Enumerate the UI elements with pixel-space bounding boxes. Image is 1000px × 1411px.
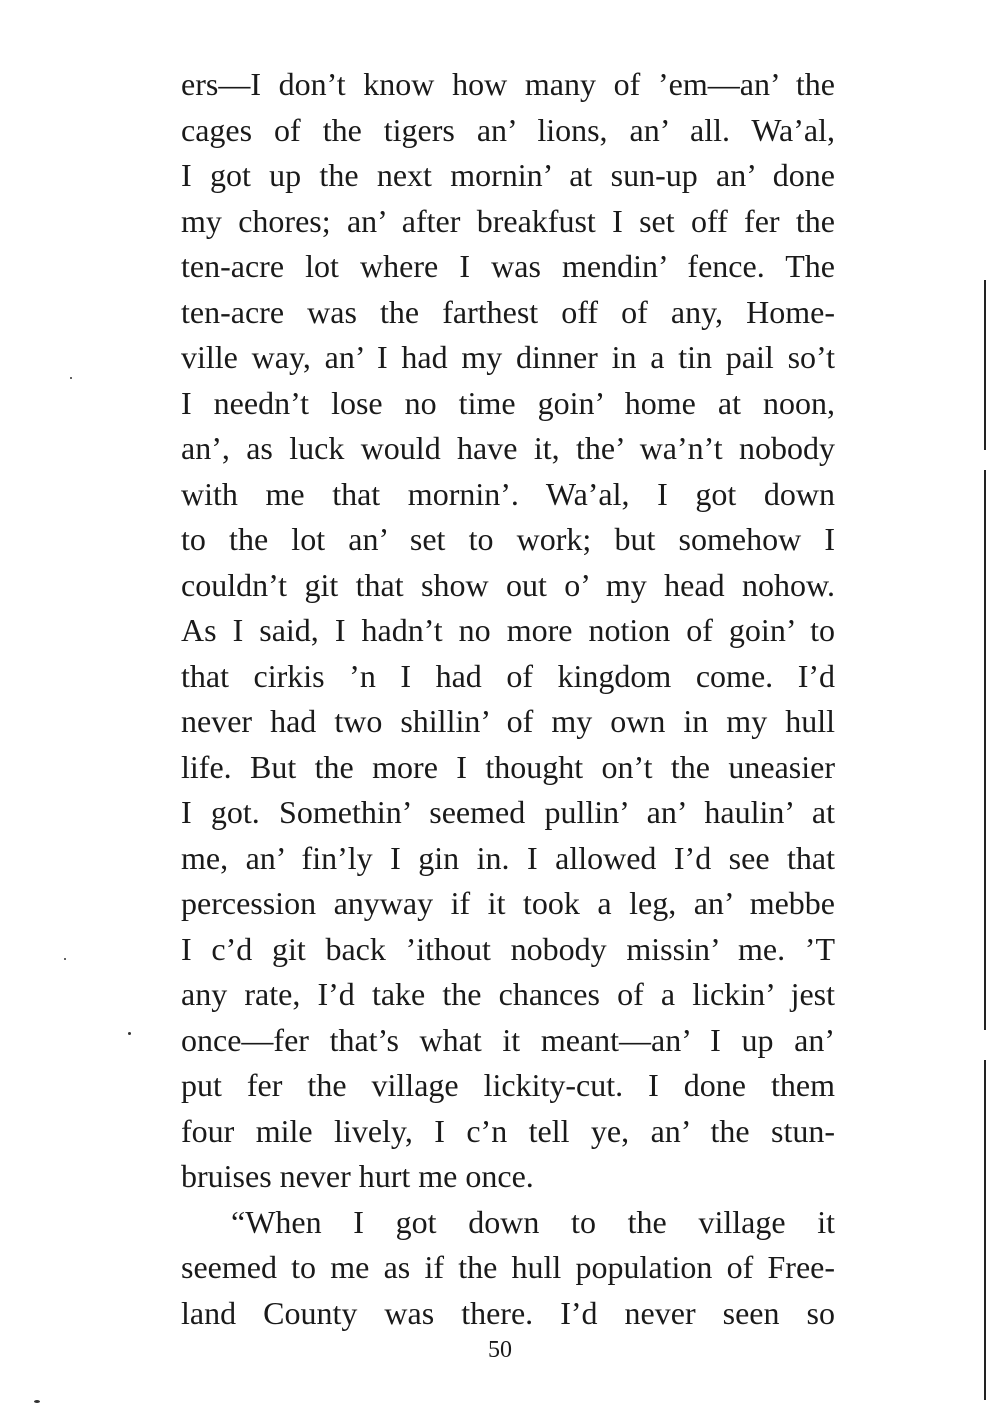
text-line: ville way, an’ I had my dinner in a tin pail so’t [181,339,835,375]
scan-edge-mark [984,280,986,450]
text-line: ten-acre was the farthest off of any, Home- [181,293,835,330]
text-line: me, an’ fin’ly I gin in. I allowed I’d see that [181,839,835,876]
text-line: couldn’t git that show out o’ my head nohow. [181,566,835,603]
scan-speck [70,377,72,379]
text-line: I got up the next mornin’ at sun-up an’ done [181,157,835,193]
scan-edge-mark [984,470,986,1030]
text-line: land County was there. I’d never seen so [181,1294,835,1331]
text-line: four mile lively, I c’n tell ye, an’ the stun- [181,1112,835,1149]
paragraph-end-line: bruises never hurt me once. [181,1158,534,1194]
scan-edge-mark [984,1060,986,1400]
text-line: any rate, I’d take the chances of a lickin’ jest [181,976,835,1012]
scan-speck [64,958,66,960]
text-line: As I said, I hadn’t no more notion of goin’ to [181,612,835,648]
text-line: cages of the tigers an’ lions, an’ all. Wa’al, [181,111,835,148]
text-line: percession anyway if it took a leg, an’ mebbe [181,885,835,921]
text-line: once—fer that’s what it meant—an’ I up an’ [181,1021,835,1058]
text-line: ers—I don’t know how many of ’em—an’ the [181,66,835,102]
text-line: with me that mornin’. Wa’al, I got down [181,475,835,512]
text-line: never had two shillin’ of my own in my hull [181,703,835,739]
scan-speck [34,1400,40,1403]
text-line: put fer the village lickity-cut. I done them [181,1067,835,1103]
text-line: seemed to me as if the hull population of Free- [181,1249,835,1285]
body-text [181,62,835,1336]
text-line: to the lot an’ set to work; but somehow I [181,521,835,557]
text-line: life. But the more I thought on’t the uneasier [181,748,835,785]
text-line: I needn’t lose no time goin’ home at noon, [181,384,835,421]
text-line: my chores; an’ after breakfust I set off fer the [181,202,835,239]
text-line: that cirkis ’n I had of kingdom come. I’d [181,657,835,694]
paragraph-start-line: “When I got down to the village it [231,1203,835,1240]
page-number: 50 [488,1337,512,1363]
text-line: an’, as luck would have it, the’ wa’n’t nobody [181,430,835,466]
text-line: I got. Somethin’ seemed pullin’ an’ haulin’ at [181,794,835,830]
text-line: ten-acre lot where I was mendin’ fence. The [181,248,835,284]
scan-speck [128,1032,131,1035]
text-line: I c’d git back ’ithout nobody missin’ me. ’T [181,930,835,967]
